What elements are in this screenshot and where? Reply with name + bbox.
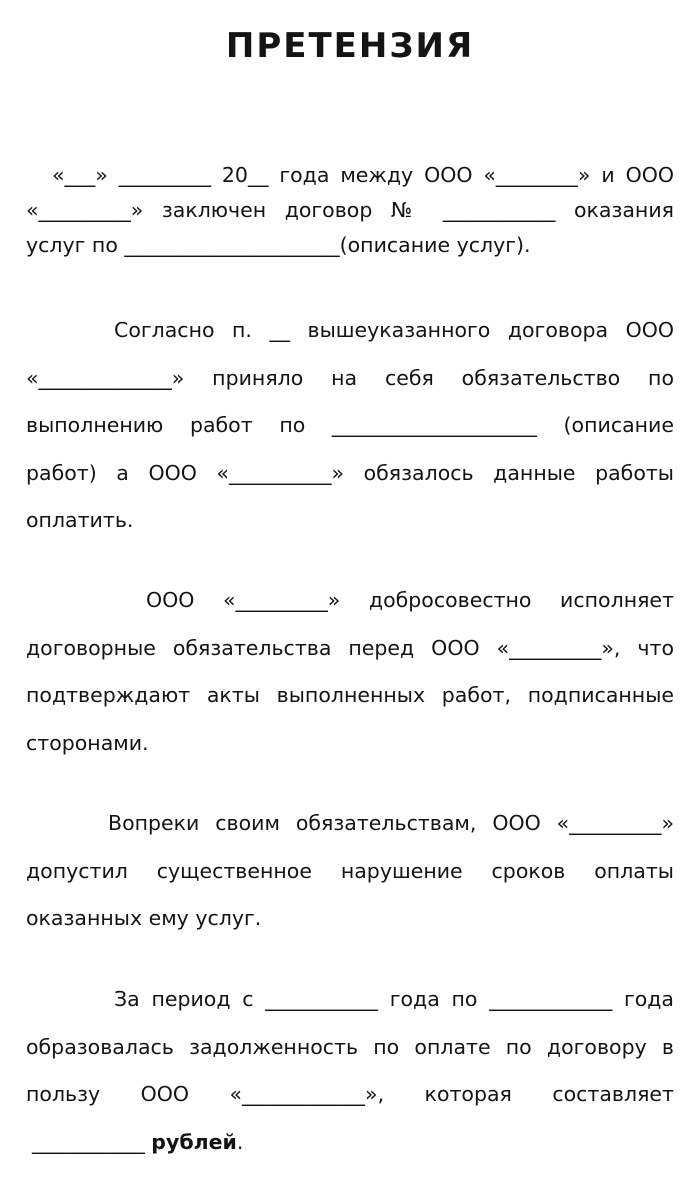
paragraph-violation [26, 800, 674, 943]
paragraph-line: допустил существенное нарушение сроков оплаты [26, 858, 674, 883]
paragraph-line: услуг по _____________________(описание услуг). [26, 233, 531, 257]
paragraph-line: оказанных ему услуг. [26, 906, 262, 930]
paragraph-line: ООО «_________» добросовестно исполняет [146, 588, 674, 612]
paragraph-line: «_____________» приняло на себя обязательство по [26, 365, 674, 390]
paragraph-line: Согласно п. __ вышеуказанного договора ООО [114, 318, 674, 342]
paragraph-line: «_________» заключен договор № ___________ оказания [26, 198, 674, 222]
paragraph-contract-intro [26, 158, 674, 263]
paragraph-line: образовалась задолженность по оплате по договору в [26, 1034, 674, 1059]
paragraph-line: Вопреки своим обязательствам, ООО «_________» [108, 811, 674, 835]
paragraph-line: пользу ООО «____________», которая составляет [26, 1082, 674, 1106]
amount-blank: ___________ [32, 1129, 145, 1154]
paragraph-line: За период с ___________ года по ____________ года [114, 987, 674, 1011]
paragraph-line: подтверждают акты выполненных работ, подписанные [26, 683, 674, 707]
paragraph-line: договорные обязательства перед ООО «_________», что [26, 635, 674, 660]
paragraph-line: «___» _________ 20__ года между ООО «________» и ООО [52, 163, 674, 187]
paragraph-line-amount [26, 1119, 674, 1167]
paragraph-line: выполнению работ по ____________________ (описание [26, 413, 674, 437]
paragraph-debt [26, 976, 674, 1166]
paragraph-fulfillment [26, 577, 674, 767]
paragraph-line: работ) а ООО «__________» обязалось данные работы [26, 460, 674, 485]
document-title: ПРЕТЕНЗИЯ [225, 26, 475, 66]
paragraph-line: сторонами. [26, 730, 149, 755]
sentence-end: . [236, 1129, 244, 1154]
paragraph-line: оплатить. [26, 508, 134, 532]
currency-word: рублей [151, 1129, 237, 1154]
paragraph-obligation [26, 307, 674, 545]
